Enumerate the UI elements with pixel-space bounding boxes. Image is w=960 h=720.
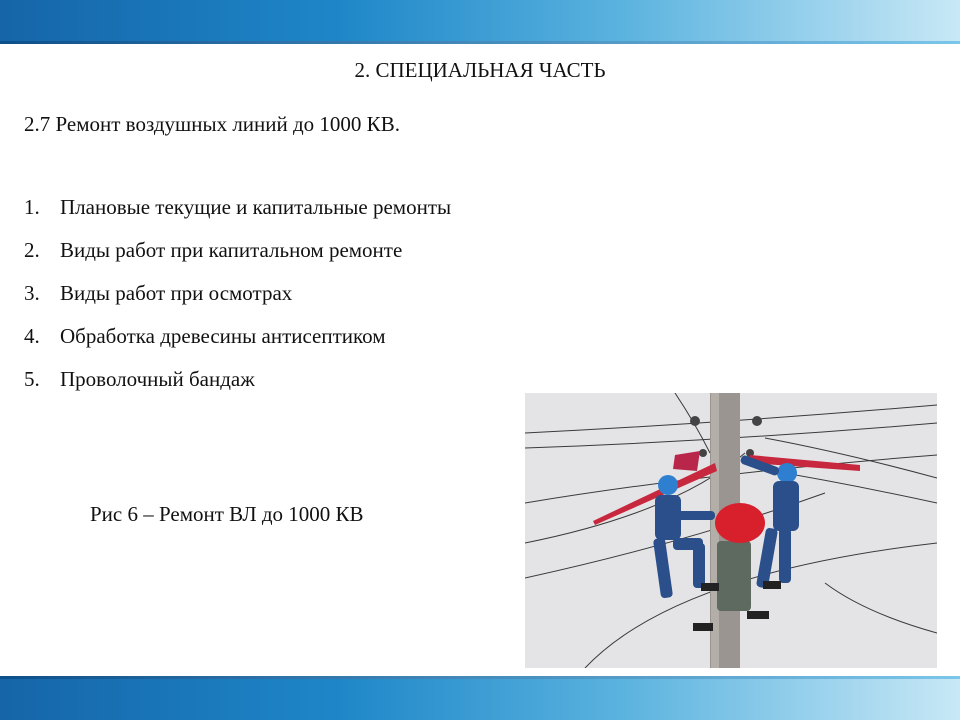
list-item-number: 2. bbox=[24, 238, 40, 262]
list-item-text: Виды работ при капитальном ремонте bbox=[60, 238, 403, 262]
photo-illustration bbox=[525, 393, 937, 668]
list-item bbox=[24, 367, 451, 410]
bottom-decorative-bar bbox=[0, 676, 960, 720]
figure-caption: Рис 6 – Ремонт ВЛ до 1000 КВ bbox=[90, 502, 364, 526]
list-item-number: 1. bbox=[24, 195, 40, 219]
list-item-text: Плановые текущие и капитальные ремонты bbox=[60, 195, 452, 219]
junction-box bbox=[717, 541, 751, 611]
list-item bbox=[24, 195, 451, 238]
list-item-number: 4. bbox=[24, 324, 40, 348]
topics-list bbox=[24, 195, 451, 410]
list-item-number: 5. bbox=[24, 367, 40, 391]
section-title: 2. СПЕЦИАЛЬНАЯ ЧАСТЬ bbox=[354, 58, 606, 82]
list-item bbox=[24, 281, 451, 324]
list-item-number: 3. bbox=[24, 281, 40, 305]
list-item-text: Проволочный бандаж bbox=[60, 367, 255, 391]
list-item bbox=[24, 324, 451, 367]
list-item-text: Виды работ при осмотрах bbox=[60, 281, 293, 305]
linemen-repair-photo bbox=[525, 393, 937, 668]
top-decorative-bar bbox=[0, 0, 960, 44]
red-tool-bag bbox=[715, 503, 765, 543]
slide-subtitle: 2.7 Ремонт воздушных линий до 1000 КВ. bbox=[24, 112, 400, 136]
list-item bbox=[24, 238, 451, 281]
list-item-text: Обработка древесины антисептиком bbox=[60, 324, 386, 348]
